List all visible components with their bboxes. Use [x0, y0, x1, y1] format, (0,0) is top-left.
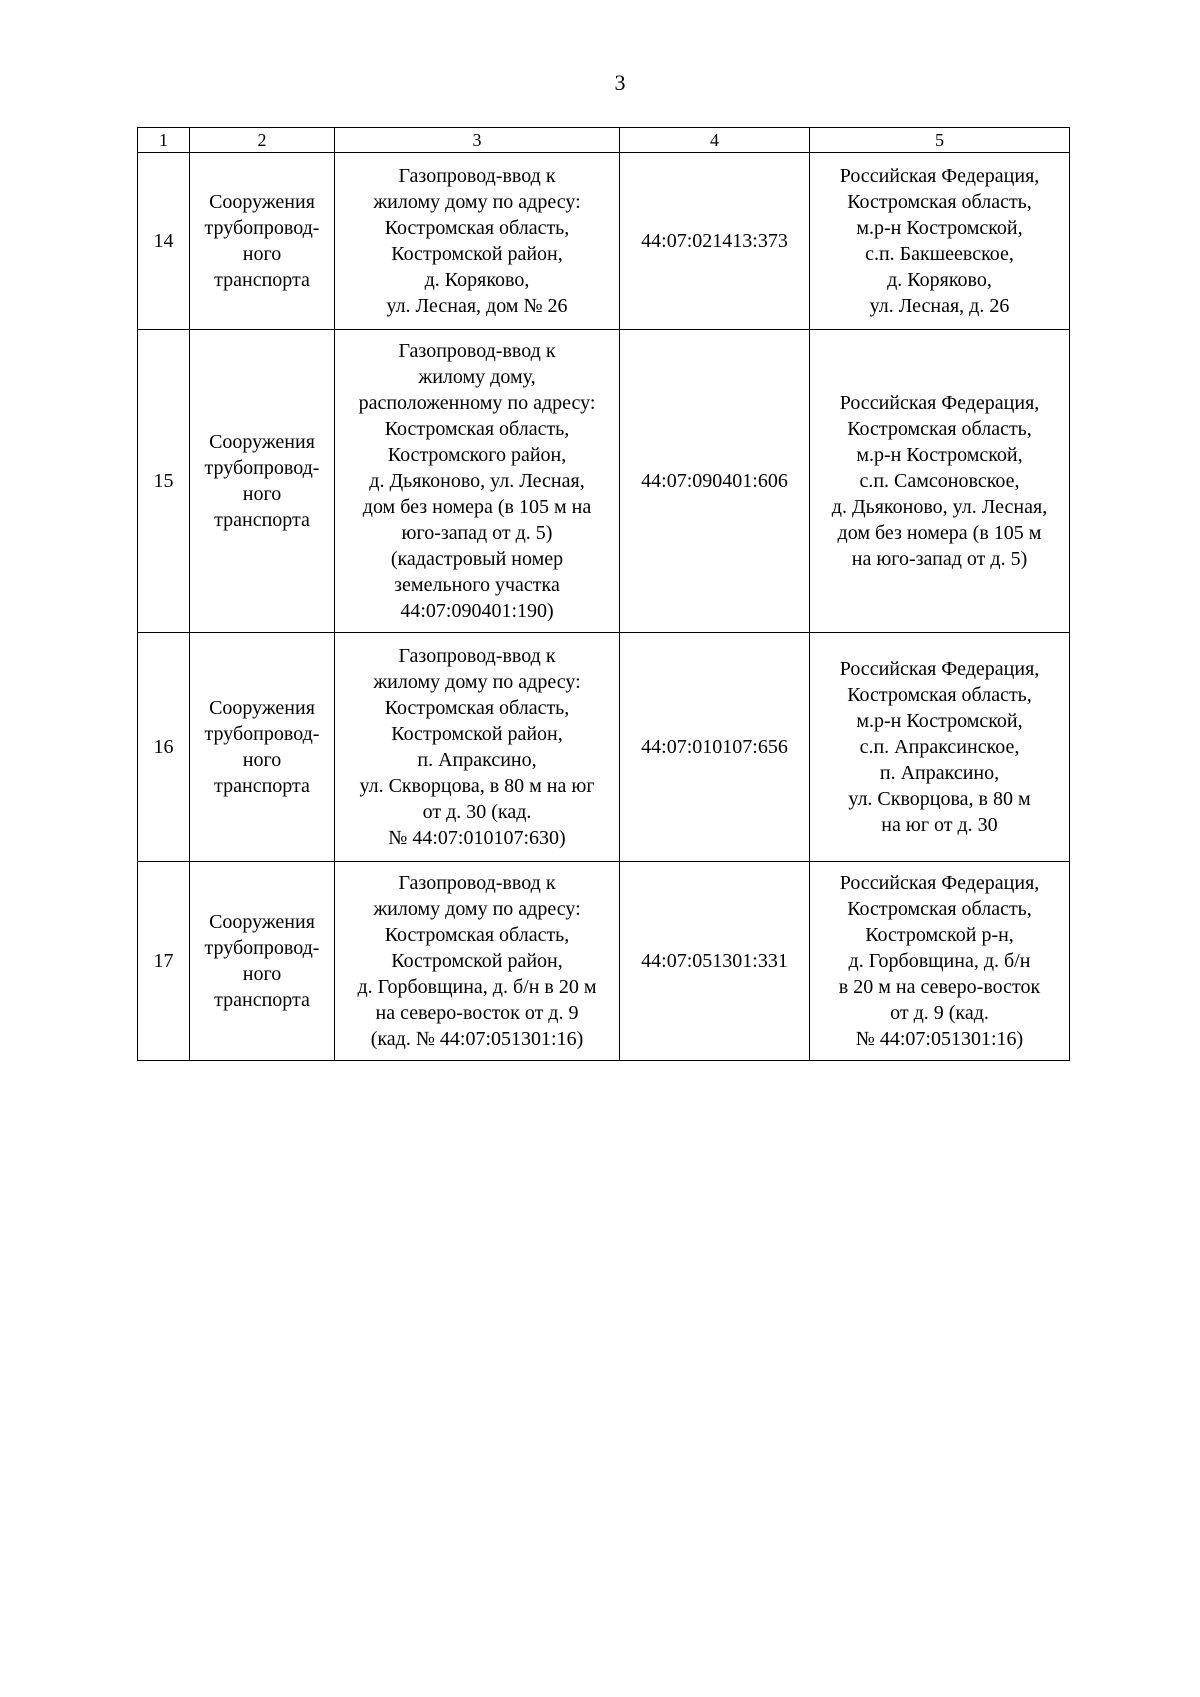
object-address: Российская Федерация, Костромская область, м.р-н Костромской, с.п. Апраксинское, п. Апраксино, ул. Скворцова, в 80 м на юг от д. 30 — [810, 633, 1070, 862]
column-header-1: 1 — [138, 128, 190, 153]
object-type: Сооружения трубопровод- ного транспорта — [190, 633, 335, 862]
page-number: 3 — [614, 70, 626, 95]
table-row — [138, 153, 1070, 330]
column-header-5: 5 — [810, 128, 1070, 153]
table-row — [138, 633, 1070, 862]
object-address: Российская Федерация, Костромская область, м.р-н Костромской, с.п. Бакшеевское, д. Коряково, ул. Лесная, д. 26 — [810, 153, 1070, 330]
object-type: Сооружения трубопровод- ного транспорта — [190, 153, 335, 330]
header-row — [138, 128, 1070, 153]
object-name: Газопровод-ввод к жилому дому по адресу: Костромская область, Костромской район, д. Горбовщина, д. б/н в 20 м на северо-восток от д. 9 (кад. № 44:07:051301:16) — [335, 862, 620, 1061]
row-number: 14 — [138, 153, 190, 330]
row-number: 16 — [138, 633, 190, 862]
table-row — [138, 862, 1070, 1061]
cadastral-number: 44:07:021413:373 — [620, 153, 810, 330]
row-number: 15 — [138, 330, 190, 633]
column-header-2: 2 — [190, 128, 335, 153]
registry-table — [137, 127, 1070, 1061]
cadastral-number: 44:07:051301:331 — [620, 862, 810, 1061]
object-address: Российская Федерация, Костромская область, Костромской р-н, д. Горбовщина, д. б/н в 20 м на северо-восток от д. 9 (кад. № 44:07:051301:16) — [810, 862, 1070, 1061]
object-name: Газопровод-ввод к жилому дому по адресу: Костромская область, Костромской район, д. Коряково, ул. Лесная, дом № 26 — [335, 153, 620, 330]
cadastral-number: 44:07:010107:656 — [620, 633, 810, 862]
object-address: Российская Федерация, Костромская область, м.р-н Костромской, с.п. Самсоновское, д. Дьяконово, ул. Лесная, дом без номера (в 105 м на юго-запад от д. 5) — [810, 330, 1070, 633]
cadastral-number: 44:07:090401:606 — [620, 330, 810, 633]
object-name: Газопровод-ввод к жилому дому, расположенному по адресу: Костромская область, Костромского район, д. Дьяконово, ул. Лесная, дом без номера (в 105 м на юго-запад от д. 5) (кадастровый номер земельного участка 44:07:090401:190) — [335, 330, 620, 633]
table-row — [138, 330, 1070, 633]
row-number: 17 — [138, 862, 190, 1061]
object-name: Газопровод-ввод к жилому дому по адресу: Костромская область, Костромской район, п. Апраксино, ул. Скворцова, в 80 м на юг от д. 30 (кад. № 44:07:010107:630) — [335, 633, 620, 862]
column-header-4: 4 — [620, 128, 810, 153]
object-type: Сооружения трубопровод- ного транспорта — [190, 330, 335, 633]
object-type: Сооружения трубопровод- ного транспорта — [190, 862, 335, 1061]
column-header-3: 3 — [335, 128, 620, 153]
